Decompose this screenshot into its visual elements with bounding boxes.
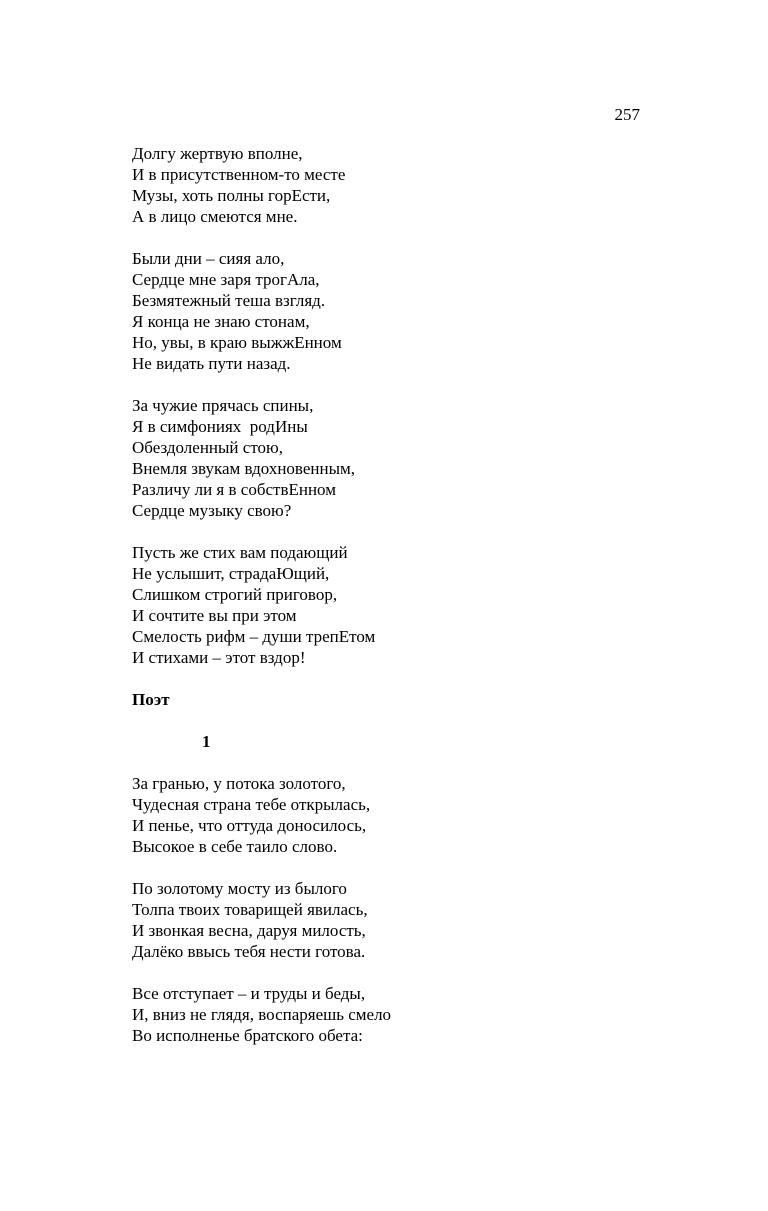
stanza <box>132 878 652 962</box>
verse-line: Слишком строгий приговор, <box>132 585 338 604</box>
verse-line: И пенье, что оттуда доносилось, <box>132 816 367 835</box>
verse-line: Далёко ввысь тебя нести готова. <box>132 942 366 961</box>
verse-line: Различу ли я в собствЕнном <box>132 480 336 499</box>
verse-line: Обездоленный стою, <box>132 438 283 457</box>
verse-line: Сердце мне заря трогАла, <box>132 270 320 289</box>
verse-line: Безмятежный теша взгляд. <box>132 291 326 310</box>
verse-line: Были дни – сияя ало, <box>132 249 285 268</box>
verse-line: Сердце музыку свою? <box>132 501 292 520</box>
poem-part-2 <box>132 773 652 1046</box>
verse-line: И в присутственном-то месте <box>132 165 346 184</box>
section-number: 1 <box>202 732 211 751</box>
stanza <box>132 143 652 227</box>
verse-line: И стихами – этот вздор! <box>132 648 306 667</box>
verse-line: Не услышит, страдаЮщий, <box>132 564 330 583</box>
verse-line: Внемля звукам вдохновенным, <box>132 459 356 478</box>
verse-line: Не видать пути назад. <box>132 354 291 373</box>
verse-line: По золотому мосту из былого <box>132 879 347 898</box>
verse-line: А в лицо смеются мне. <box>132 207 298 226</box>
verse-line: Смелость рифм – души трепЕтом <box>132 627 376 646</box>
verse-line: И, вниз не глядя, воспаряешь смело <box>132 1005 392 1024</box>
stanza <box>132 395 652 521</box>
verse-line: Чудесная страна тебе открылась, <box>132 795 371 814</box>
stanza <box>132 248 652 374</box>
stanza <box>132 983 652 1046</box>
verse-line: Музы, хоть полны горЕсти, <box>132 186 331 205</box>
verse-line: И звонкая весна, даруя милость, <box>132 921 366 940</box>
poem-part-1 <box>132 143 652 668</box>
poem-content <box>132 143 652 1067</box>
poem-heading: Поэт <box>132 690 170 709</box>
verse-line: Я конца не знаю стонам, <box>132 312 310 331</box>
stanza <box>132 542 652 668</box>
stanza <box>132 773 652 857</box>
verse-line: Но, увы, в краю выжжЕнном <box>132 333 342 352</box>
verse-line: И сочтите вы при этом <box>132 606 297 625</box>
page-number: 257 <box>614 105 640 124</box>
verse-line: Все отступает – и труды и беды, <box>132 984 366 1003</box>
verse-line: За чужие прячась спины, <box>132 396 314 415</box>
verse-line: За гранью, у потока золотого, <box>132 774 346 793</box>
verse-line: Я в симфониях родИны <box>132 417 308 436</box>
verse-line: Во исполненье братского обета: <box>132 1026 363 1045</box>
verse-line: Пусть же стих вам подающий <box>132 543 348 562</box>
verse-line: Толпа твоих товарищей явилась, <box>132 900 368 919</box>
verse-line: Высокое в себе таило слово. <box>132 837 338 856</box>
verse-line: Долгу жертвую вполне, <box>132 144 303 163</box>
